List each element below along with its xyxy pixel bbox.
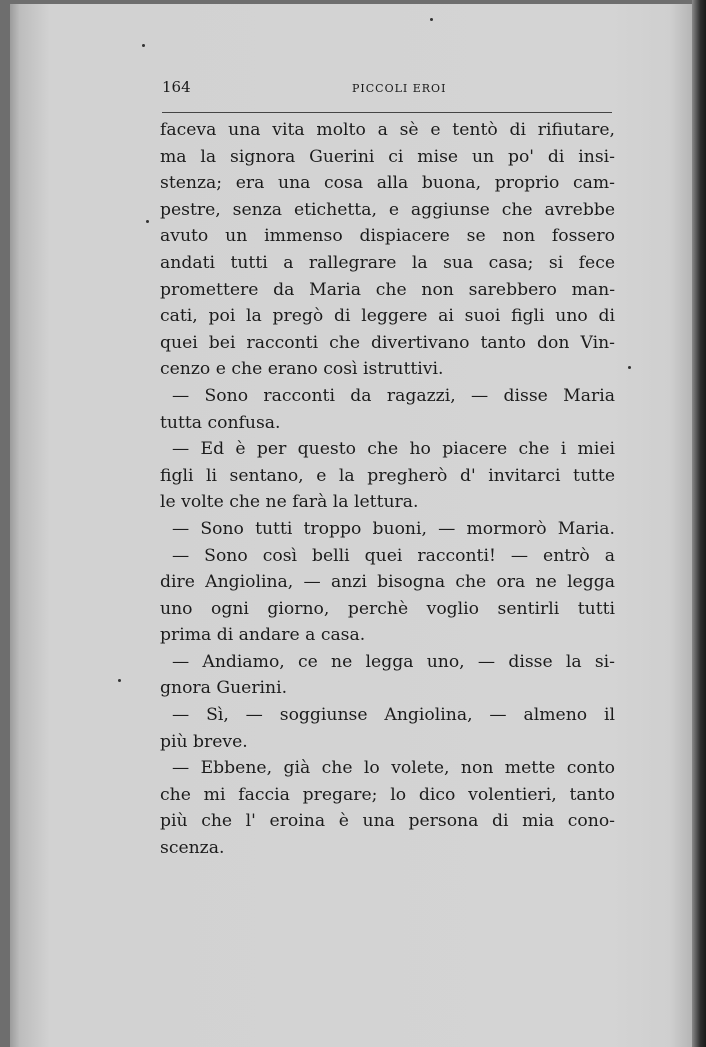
text-line: tutta confusa.: [160, 412, 281, 433]
text-line: dire Angiolina, — anzi bisogna che ora ne legga: [160, 572, 615, 593]
text-line: figli li sentano, e la pregherò d' invitarci tutte: [160, 465, 615, 486]
text-line: più breve.: [160, 731, 248, 752]
paper-speck: [628, 366, 631, 369]
text-line: quei bei racconti che divertivano tanto don Vin-: [160, 332, 615, 353]
paper-speck: [146, 220, 149, 223]
paper-speck: [430, 18, 433, 21]
text-line: faceva una vita molto a sè e tentò di rifiutare,: [160, 120, 615, 140]
paper-speck: [118, 679, 121, 682]
text-line: — Sono racconti da ragazzi, — disse Maria: [172, 385, 615, 406]
text-line: cenzo e che erano così istruttivi.: [160, 359, 444, 380]
text-line: — Sì, — soggiunse Angiolina, — almeno il: [172, 705, 615, 726]
text-line: le volte che ne farà la lettura.: [160, 492, 419, 513]
text-line: — Andiamo, ce ne legga uno, — disse la si-: [172, 651, 615, 672]
text-line: promettere da Maria che non sarebbero man-: [160, 279, 615, 300]
text-line: andati tutti a rallegrare la sua casa; si fece: [160, 252, 615, 273]
text-line: ma la signora Guerini ci mise un po' di insi-: [160, 146, 615, 167]
page-header: [162, 78, 610, 102]
text-line: prima di andare a casa.: [160, 625, 366, 646]
text-line: scenza.: [160, 838, 225, 859]
text-line: più che l' eroina è una persona di mia cono-: [160, 811, 615, 832]
text-line: uno ogni giorno, perchè voglio sentirli tutti: [160, 598, 615, 619]
text-line: stenza; era una cosa alla buona, proprio cam-: [160, 173, 615, 194]
text-line: — Ed è per questo che ho piacere che i miei: [172, 439, 615, 460]
body-text: [160, 117, 615, 862]
text-line: cati, poi la pregò di leggere ai suoi figli uno di: [160, 306, 615, 327]
header-rule: [162, 112, 612, 113]
text-line: — Ebbene, già che lo volete, non mette conto: [172, 758, 615, 779]
paper-speck: [142, 44, 145, 47]
text-line: — Sono tutti troppo buoni, — mormorò Maria.: [172, 518, 615, 539]
text-line: avuto un immenso dispiacere se non fossero: [160, 226, 615, 247]
text-line: che mi faccia pregare; lo dico volentieri, tanto: [160, 784, 615, 805]
text-line: — Sono così belli quei racconti! — entrò a: [172, 545, 615, 566]
text-line: gnora Guerini.: [160, 678, 288, 699]
running-title: PICCOLI EROI: [352, 82, 447, 95]
book-spine-shadow: [692, 0, 706, 1047]
text-line: pestre, senza etichetta, e aggiunse che avrebbe: [160, 199, 615, 220]
page-number: 164: [162, 78, 191, 96]
